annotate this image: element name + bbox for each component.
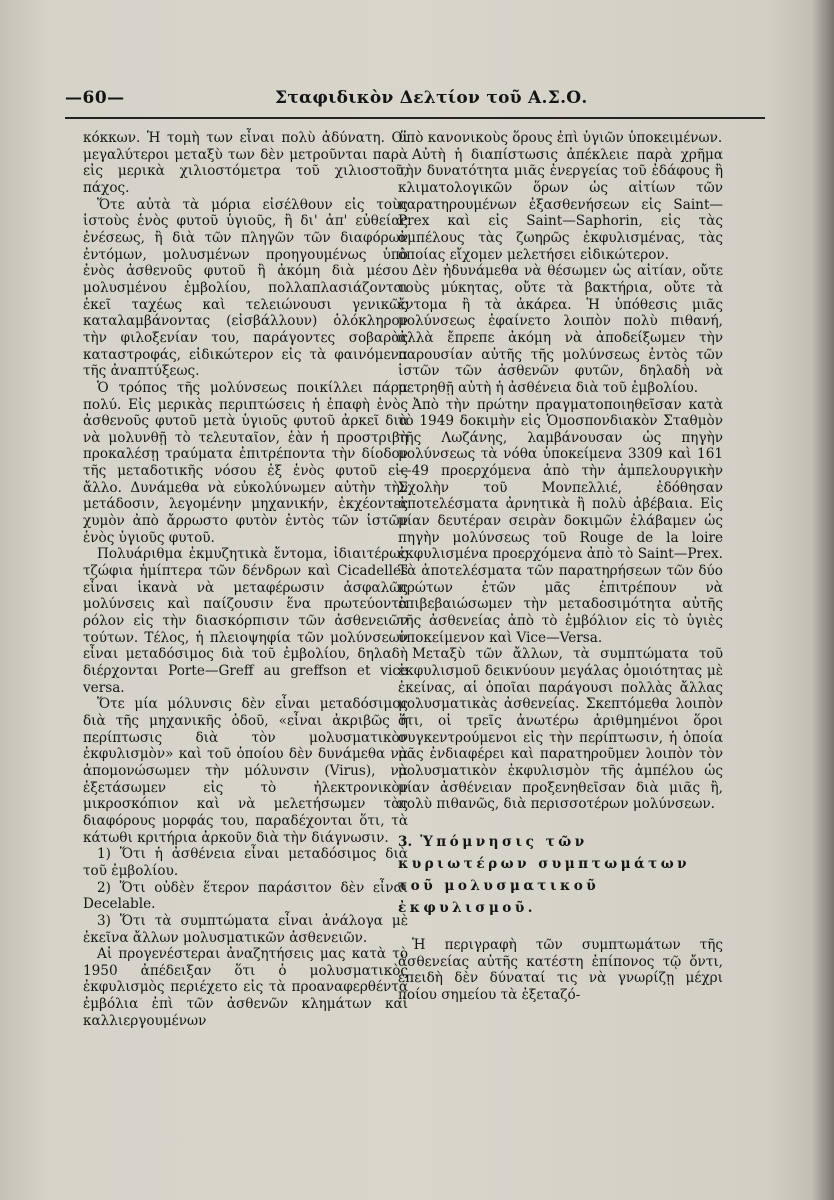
paragraph: Ὅτε αὐτὰ τὰ μόρια εἰσέλθουν εἰς τοὺς ἱστοὺς ἑνὸς φυτοῦ ὑγιοῦς, ἢ δι' ἀπ' εὐθείας ἐνέσεως, ἢ διὰ τῶν πληγῶν τῶν διαφόρων ἐντόμων, μολυσμένων προηγουμένως ὑπὸ ἑνὸς ἀσθενοῦς φυτοῦ ἢ ἀκόμη διὰ μέσου μολυσμένου ἐμβολίου, πολλαπλασιάζονται ἐκεῖ ταχέως καὶ τελειώνουσι γενικῶς καταλαμβάνοντας (εἰσβάλλουν) ὁλόκληρον τὴν φιλοξενίαν του, παράγοντες σοβαρὰς καταστροφάς, εἰδικώτερον εἰς τὰ φαινόμενα τῆς ἀναπτύξεως. bbox=[83, 196, 408, 380]
criteria-item: 2) Ὅτι οὐδὲν ἕτερον παράσιτον δὲν εἶναι Decelable. bbox=[83, 879, 408, 913]
running-title: Σταφιδικὸν Δελτίον τοῦ Α.Σ.Ο. bbox=[275, 88, 588, 108]
paragraph: Αὐτὴ ἡ διαπίστωσις ἀπέκλειε παρὰ χρῆμα τὴν δυνατότητα μιᾶς ἐνεργείας τοῦ ἐδάφους ἢ κλιματολογικῶν ὅρων ὡς αἰτίων τῶν παρατηρουμένων ἐξασθενήσεων εἰς Saint—Prex καὶ εἰς Saint—Saphorin, εἰς τὰς ἀμπέλους τὰς ζωηρῶς ἐκφυλισμένας, τὰς ὁποίας εἴχομεν μελετήσει εἰδικώτερον. bbox=[398, 146, 723, 263]
section-title: Ὑπόμνησις τῶν κυριωτέρων συμπτωμάτων τοῦ μολυσματικοῦ ἐκφυλισμοῦ. bbox=[398, 833, 691, 916]
page-number: —60— bbox=[65, 88, 125, 108]
section-number: 3. bbox=[398, 833, 413, 850]
paragraph: Ὅτε μία μόλυνσις δὲν εἶναι μεταδόσιμος διὰ τῆς μηχανικῆς ὁδοῦ, «εἶναι ἀκριβῶς ἡ περίπτωσις διὰ τὸν μολυσματικὸν ἐκφυλισμὸν» καὶ τοῦ ὁποίου δὲν δυνάμεθα νὰ ἀπομονώσωμεν τὴν μόλυνσιν (Virus), νὰ ἐξετάσωμεν εἰς τὸ ἠλεκτρονικὸν μικροσκόπιον καὶ νὰ μελετήσωμεν τὰς διαφόρους μορφάς του, παραδέχονται ὅτι, τὰ κάτωθι κριτήρια ἀρκοῦν διὰ τὴν διάγνωσιν. bbox=[83, 696, 408, 846]
paragraph: Πολυάριθμα ἐκμυζητικὰ ἔντομα, ἰδιαιτέρως τζώφια ἡμίπτερα τῶν δένδρων καὶ Cicadelles εἶναι ἱκανὰ νὰ μεταφέρωσιν ἀσφαλῶς μολύνσεις καὶ παίζουσιν ἕνα πρωτεύοντα ρόλον εἰς τὴν διασκόρπισιν τῶν ἀσθενειῶν τούτων. Τέλος, ἡ πλειοψηφία τῶν μολύνσεων εἶναι μεταδόσιμος διὰ τοῦ ἐμβολίου, δηλαδὴ διέρχονται Porte—Greff au greffson et vice versa. bbox=[83, 546, 408, 696]
criteria-item: 1) Ὅτι ἡ ἀσθένεια εἶναι μεταδόσιμος διὰ τοῦ ἐμβολίου. bbox=[83, 846, 408, 879]
right-column bbox=[398, 130, 723, 1004]
paragraph: κόκκων. Ἡ τομὴ των εἶναι πολὺ ἀδύνατη. Οἱ μεγαλύτεροι μεταξὺ των δὲν μετροῦνται παρὰ εἰς μερικὰ χιλιοστόμετρα τοῦ χιλιοστοῦ, πάχος. bbox=[83, 130, 408, 196]
page-edge-shadow bbox=[812, 0, 834, 1200]
paragraph: ὑπὸ κανονικοὺς ὅρους ἐπὶ ὑγιῶν ὑποκειμένων. bbox=[398, 130, 723, 146]
page-header bbox=[65, 86, 765, 116]
paragraph: Δὲν ἠδυνάμεθα νὰ θέσωμεν ὡς αἰτίαν, οὔτε τοὺς μύκητας, οὔτε τὰ βακτήρια, οὔτε τὰ ἔντομα ἢ τὰ ἀκάρεα. Ἡ ὑπόθεσις μιᾶς μολύνσεως ἐφαίνετο λοιπὸν πολὺ πιθανή, ἀλλὰ ἔπρεπε ἀκόμη νὰ ἀποδείξωμεν τὴν παρουσίαν αὐτῆς τῆς μολύνσεως ἐντὸς τῶν ἱστῶν τῶν ἀσθενῶν φυτῶν, δηλαδὴ νὰ μετρηθῇ αὐτὴ ἡ ἀσθένεια διὰ τοῦ ἐμβολίου. bbox=[398, 263, 723, 396]
paragraph: Ὁ τρόπος τῆς μολύνσεως ποικίλλει πάρα πολύ. Εἰς μερικὰς περιπτώσεις ἡ ἐπαφὴ ἑνὸς ἀσθενοῦς φυτοῦ μετὰ ὑγιοῦς φυτοῦ ἀρκεῖ διὰ νὰ μολυνθῇ τὸ τελευταῖον, ἐὰν ἡ προστριβὴ προκαλέσῃ τραύματα ἐπιτρέποντα τὴν δίοδον τῆς μεταδοτικῆς νόσου ἐξ ἑνὸς φυτοῦ εἰς ἄλλο. Δυνάμεθα νὰ εὐκολύνωμεν αὐτὴν τὴν μετάδοσιν, λεγομένην μηχανικήν, ἐκχέοντες χυμὸν ἀπὸ ἄρρωστο φυτὸν ἐντὸς τῶν ἱστῶν ἑνὸς ὑγιοῦς φυτοῦ. bbox=[83, 379, 408, 546]
paragraph: Αἱ προγενέστεραι ἀναζητήσεις μας κατὰ τὸ 1950 ἀπέδειξαν ὅτι ὁ μολυσματικὸς ἐκφυλισμὸς περιέχετο εἰς τὰ προαναφερθέντα ἐμβόλια ἐπὶ τῶν ἀσθενῶν κλημάτων καὶ καλλιεργουμένων bbox=[83, 946, 408, 1029]
paragraph: Μεταξὺ τῶν ἄλλων, τὰ συμπτώματα τοῦ ἐκφυλισμοῦ δεικνύουν μεγάλας ὁμοιότητας μὲ ἐκείνας, αἱ ὁποῖαι παράγουσι πολλὰς ἄλλας μολυσματικὰς ἀσθενείας. Σκεπτόμεθα λοιπὸν ὅτι, οἱ τρεῖς ἀνωτέρω ἀριθμημένοι ὅροι συγκεντρούμενοι εἰς τὴν περίπτωσιν, ἡ ὁποία μᾶς ἐνδιαφέρει καὶ παρατηροῦμεν λοιπὸν τὸν μολυσματικὸν ἐκφυλισμὸν τῆς ἀμπέλου ὡς μίαν ἀσθένειαν προξενηθεῖσαν διὰ μιᾶς ἢ, πολὺ πιθανῶς, διὰ περισσοτέρων μολύνσεων. bbox=[398, 646, 723, 813]
header-rule bbox=[65, 117, 765, 119]
left-column bbox=[83, 130, 408, 1029]
criteria-item: 3) Ὅτι τὰ συμπτώματα εἶναι ἀνάλογα μὲ ἐκεῖνα ἄλλων μολυσματικῶν ἀσθενειῶν. bbox=[83, 912, 408, 946]
paragraph: Ἡ περιγραφὴ τῶν συμπτωμάτων τῆς ἀσθενείας αὐτῆς κατέστη ἐπίπονος τῷ ὄντι, ἐπειδὴ δὲν δύναταί τις νὰ γνωρίζῃ μέχρι ποίου σημείου τὰ ἐξεταζό- bbox=[398, 936, 723, 1003]
paragraph: Ἀπὸ τὴν πρώτην πραγματοποιηθεῖσαν κατὰ τὸ 1949 δοκιμὴν εἰς Ὁμοσπονδιακὸν Σταθμὸν τῆς Λωζάνης, λαμβάνουσαν ὡς πηγὴν μολύνσεως τὰ νόθα ὑποκείμενα 3309 καὶ 161—49 προερχόμενα ἀπὸ τὴν ἀμπελουργικὴν Σχολὴν τοῦ Μονπελλιέ, ἐδόθησαν ἀποτελέσματα ἀρνητικὰ ἢ πολὺ ἀβέβαια. Εἰς μίαν δευτέραν σειρὰν δοκιμῶν ἐλάβαμεν ὡς πηγὴν μολύνσεως τοῦ Rouge de la loire ἐκφυλισμένα προερχόμενα ἀπὸ τὸ Saint—Prex. Τὰ ἀποτελέσματα τῶν παρατηρήσεων τῶν δύο πρώτων ἐτῶν μᾶς ἐπιτρέπουν νὰ ἐπιβεβαιώσωμεν τὴν μεταδοσιμότητα αὐτῆς τῆς ἀσθενείας ἀπὸ τὸ ἐμβόλιον εἰς τὸ ὑγιὲς ὑποκείμενον καὶ Vice—Versa. bbox=[398, 396, 723, 646]
section-heading bbox=[398, 831, 723, 919]
